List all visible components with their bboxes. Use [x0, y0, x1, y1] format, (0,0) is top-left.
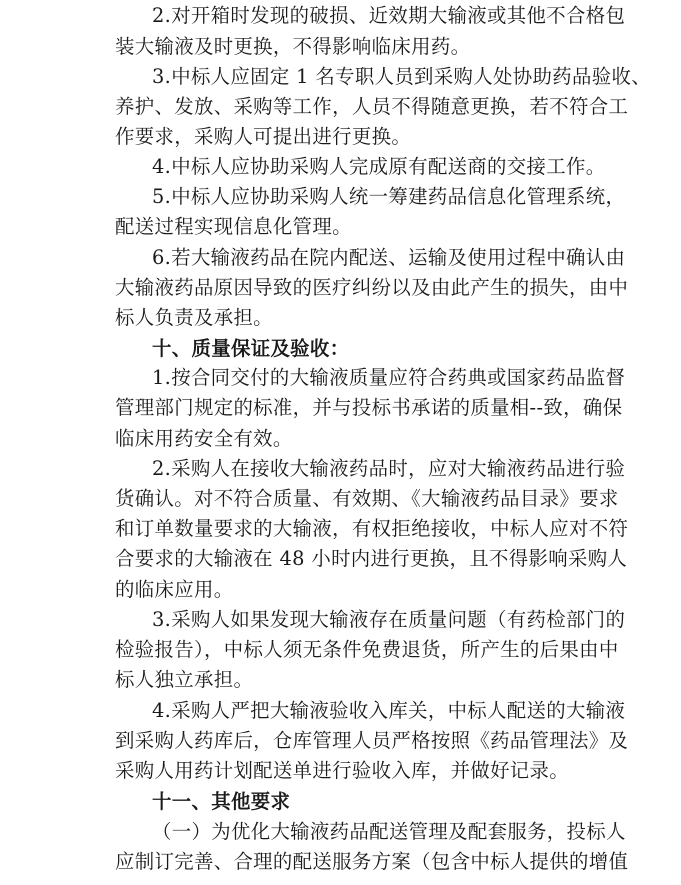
text-line: 6.若大输液药品在院内配送、运输及使用过程中确认由: [152, 246, 626, 269]
text-line: 4.采购人严把大输液验收入库关，中标人配送的大输液: [152, 699, 626, 722]
section-heading: 十、质量保证及验收：: [152, 337, 350, 360]
text-line: 3.采购人如果发现大输液存在质量问题（有药检部门的: [152, 608, 626, 631]
text-line: 到采购人药库后，仓库管理人员严格按照《药品管理法》及: [115, 729, 629, 752]
text-line: 标人独立承担。: [115, 668, 254, 691]
text-line: 配送过程实现信息化管理。: [115, 215, 352, 238]
text-line: 养护、发放、采购等工作，人员不得随意更换，若不符合工: [115, 95, 629, 118]
text-line: 4.中标人应协助采购人完成原有配送商的交接工作。: [152, 155, 606, 178]
text-line: 采购人用药计划配送单进行验收入库，并做好记录。: [115, 759, 570, 782]
text-line: 标人负责及承担。: [115, 306, 273, 329]
text-line: 应制订完善、合理的配送服务方案（包含中标人提供的增值: [115, 850, 629, 873]
text-line: 装大输液及时更换，不得影响临床用药。: [115, 35, 471, 58]
section-heading: 十一、其他要求: [152, 790, 291, 813]
text-line: 临床用药安全有效。: [115, 427, 293, 450]
text-line: 作要求，采购人可提出进行更换。: [115, 125, 412, 148]
text-line: （一）为优化大输液药品配送管理及配套服务，投标人: [152, 820, 626, 843]
text-line: 的临床应用。: [115, 578, 234, 601]
text-line: 管理部门规定的标准，并与投标书承诺的质量相--致，确保: [115, 396, 623, 419]
text-line: 货确认。对不符合质量、有效期、《大输液药品目录》要求: [115, 487, 619, 510]
text-line: 检验报告），中标人须无条件免费退货，所产生的后果由中: [115, 638, 619, 661]
text-line: 2.采购人在接收大输液药品时，应对大输液药品进行验: [152, 457, 626, 480]
text-line: 2.对开箱时发现的破损、近效期大输液或其他不合格包: [152, 4, 626, 27]
text-line: 大输液药品原因导致的医疗纠纷以及由此产生的损失，由中: [115, 276, 629, 299]
text-line: 5.中标人应协助采购人统一筹建药品信息化管理系统，: [152, 185, 626, 208]
text-line: 1.按合同交付的大输液质量应符合药典或国家药品监督: [152, 366, 626, 389]
text-line: 和订单数量要求的大输液，有权拒绝接收，中标人应对不符: [115, 517, 629, 540]
text-line: 合要求的大输液在 48 小时内进行更换，且不得影响采购人: [115, 547, 628, 570]
text-line: 3.中标人应固定 1 名专职人员到采购人处协助药品验收、: [152, 65, 651, 88]
